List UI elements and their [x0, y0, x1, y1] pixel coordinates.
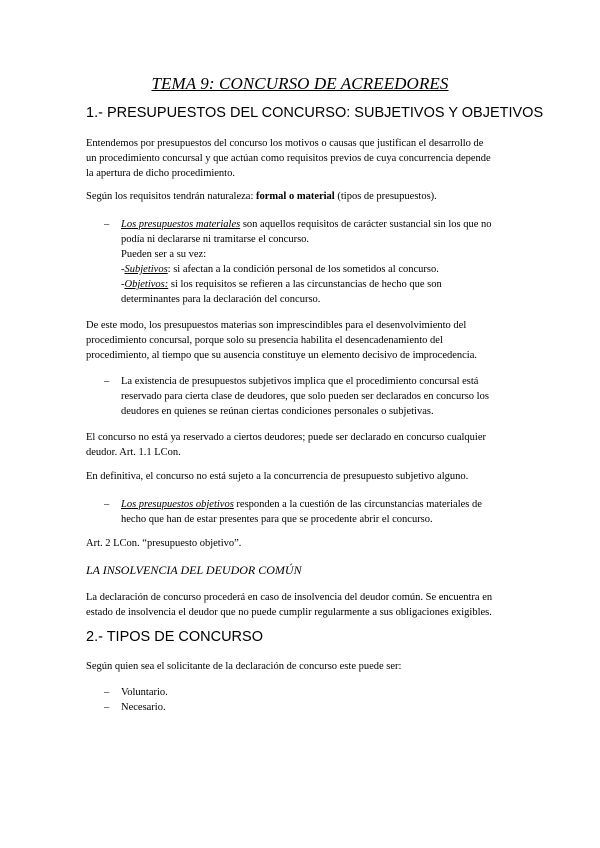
- text-line: determinantes para la declaración del concurso.: [121, 294, 321, 305]
- text-run: son aquellos requisitos de carácter sustancial sin los que no: [240, 219, 492, 230]
- list-item-voluntario: Voluntario.: [121, 687, 168, 698]
- section2-heading: 2.- TIPOS DE CONCURSO: [86, 629, 263, 645]
- bullet-marker: –: [104, 499, 110, 510]
- text-line: reservado para cierta clase de deudores, que solo pueden ser declarados en concurso los: [121, 391, 489, 402]
- text-run: si los requisitos se refieren a las circunstancias de hecho que son: [168, 279, 442, 290]
- text-line: La existencia de presupuestos subjetivos implica que el procedimiento concursal está: [121, 376, 479, 387]
- bullet-marker: –: [104, 687, 110, 698]
- text-run: (tipos de presupuestos).: [334, 191, 437, 202]
- section1-paragraph-5: En definitiva, el concurso no está sujeto a la concurrencia de presupuesto subjetivo alguno.: [86, 471, 469, 482]
- text-run: : si afectan a la condición personal de los sometidos al concurso.: [167, 264, 439, 275]
- text-line: estado de insolvencia el deudor que no puede cumplir regularmente a sus obligaciones exigibles.: [86, 607, 492, 618]
- section1-heading: 1.- PRESUPUESTOS DEL CONCURSO: SUBJETIVOS Y OBJETIVOS: [86, 105, 544, 121]
- text-line: La declaración de concurso procederá en caso de insolvencia del deudor común. Se encuentra en: [86, 592, 493, 603]
- section1-paragraph-4: [86, 430, 526, 460]
- section1-paragraph-6: Art. 2 LCon. “presupuesto objetivo”.: [86, 538, 242, 549]
- section2-paragraph-1: Según quien sea el solicitante de la declaración de concurso este puede ser:: [86, 661, 402, 672]
- underlined-term: Los presupuestos objetivos: [121, 499, 234, 510]
- text-line: hecho que han de estar presentes para que se procedente abrir el concurso.: [121, 514, 433, 525]
- bullet-marker: –: [104, 376, 110, 387]
- underlined-term: Objetivos:: [124, 279, 169, 290]
- text-line: De este modo, los presupuestos materias son imprescindibles para el desenvolvimiento del: [86, 320, 467, 331]
- text-line: un procedimiento concursal y que actúan como requisitos previos de cuya concurrencia depende: [86, 153, 491, 164]
- underlined-term: Subjetivos: [124, 264, 168, 275]
- text-line: -Objetivos: si los requisitos se refieren a las circunstancias de hecho que son: [121, 279, 442, 290]
- section1-paragraph-2: [86, 189, 526, 204]
- bullet-marker: –: [104, 702, 110, 713]
- section1-paragraph-7: [86, 590, 526, 620]
- text-line: procedimiento concursal, porque solo su presencia habilita el desencadenamiento del: [86, 335, 443, 346]
- bullet-materiales: [121, 217, 492, 307]
- text-run: Según los requisitos tendrán naturaleza:: [86, 191, 256, 202]
- text-line: deudor. Art. 1.1 LCon.: [86, 447, 181, 458]
- text-line: Entendemos por presupuestos del concurso los motivos o causas que justifican el desarrollo de: [86, 138, 484, 149]
- text-line: [121, 497, 482, 512]
- text-line: procedimiento, al tiempo que su ausencia constituye un elemento decisivo de improcedencia.: [86, 350, 477, 361]
- bullet-objetivos: [121, 497, 482, 527]
- text-line: deudores en quienes se reúnan ciertas condiciones personales o subjetivas.: [121, 406, 434, 417]
- page-title: TEMA 9: CONCURSO DE ACREEDORES: [151, 74, 449, 93]
- bullet-subjetivos: [121, 374, 489, 419]
- text-line: la apertura de dicho procedimiento.: [86, 168, 235, 179]
- section1-paragraph-3: [86, 318, 526, 363]
- subheading-insolvencia: LA INSOLVENCIA DEL DEUDOR COMÚN: [86, 563, 302, 577]
- text-line: Pueden ser a su vez:: [121, 249, 207, 260]
- bold-term: formal o material: [256, 191, 335, 202]
- underlined-term: Los presupuestos materiales: [121, 219, 241, 230]
- text-line: El concurso no está ya reservado a ciertos deudores; puede ser declarado en concurso cualquier: [86, 432, 486, 443]
- text-line: podía ni declararse ni tramitarse el concurso.: [121, 234, 310, 245]
- text-line: [121, 217, 492, 232]
- text-run: responden a la cuestión de las circunstancias materiales de: [233, 499, 482, 510]
- bullet-marker: –: [104, 219, 110, 230]
- text-line: -Subjetivos: si afectan a la condición personal de los sometidos al concurso.: [121, 264, 439, 275]
- section1-paragraph-1: [86, 136, 526, 181]
- list-item-necesario: Necesario.: [121, 702, 166, 713]
